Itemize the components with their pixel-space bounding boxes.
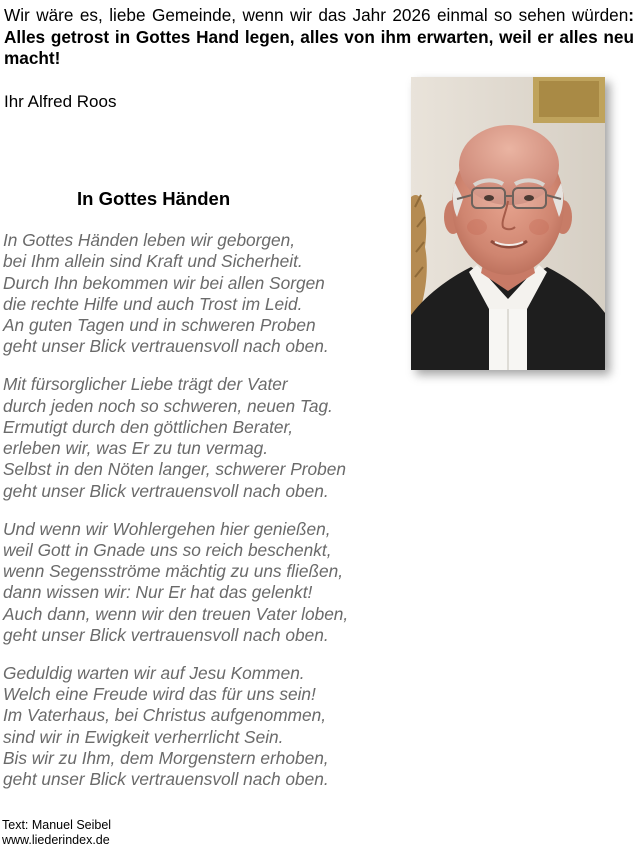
poem-line: geht unser Blick vertrauensvoll nach oben. [3, 769, 329, 790]
poem-line: geht unser Blick vertrauensvoll nach oben. [3, 336, 329, 357]
poem-stanza [3, 374, 403, 502]
intro-paragraph [4, 5, 634, 70]
signature: Ihr Alfred Roos [4, 92, 117, 111]
poem-stanza [3, 519, 403, 647]
poem-line: Geduldig warten wir auf Jesu Kommen. [3, 662, 305, 683]
poem-stanza [3, 663, 403, 791]
poem-title: In Gottes Händen [77, 188, 231, 209]
credits-author: Text: Manuel Seibel [2, 818, 112, 832]
poem-line: erleben wir, was Er zu tun vermag. [3, 438, 269, 459]
poem-line: bei Ihm allein sind Kraft und Sicherheit. [3, 251, 303, 272]
poem-line: die rechte Hilfe und auch Trost im Leid. [3, 293, 303, 314]
intro-text: Wir wäre es, liebe Gemeinde, wenn wir das Jahr 2026 einmal so sehen würden [4, 5, 629, 25]
poem-line: Mit fürsorglicher Liebe trägt der Vater [3, 374, 288, 395]
intro-bold-text: : Alles getrost in Gottes Hand legen, alles von ihm erwarten, weil er alles neu macht! [4, 5, 634, 68]
poem-line: Welch eine Freude wird das für uns sein! [3, 684, 316, 705]
poem-line: geht unser Blick vertrauensvoll nach oben. [3, 625, 329, 646]
poem-line: sind wir in Ewigkeit verherrlicht Sein. [3, 726, 284, 747]
credits-website: www.liederindex.de [2, 833, 110, 847]
poem-body [3, 230, 403, 807]
poem-line: dann wissen wir: Nur Er hat das gelenkt! [3, 582, 313, 603]
portrait-photo [411, 77, 605, 370]
poem-line: An guten Tagen und in schweren Proben [3, 315, 316, 336]
poem-line: In Gottes Händen leben wir geborgen, [3, 230, 296, 250]
poem-line: Selbst in den Nöten langer, schwerer Proben [3, 459, 346, 480]
poem-line: Im Vaterhaus, bei Christus aufgenommen, [3, 705, 327, 726]
poem-line: durch jeden noch so schweren, neuen Tag. [3, 395, 333, 416]
poem-line: Auch dann, wenn wir den treuen Vater loben, [3, 603, 349, 624]
poem-line: Durch Ihn bekommen wir bei allen Sorgen [3, 272, 325, 293]
credits [2, 818, 111, 848]
poem-line: weil Gott in Gnade uns so reich beschenkt, [3, 539, 332, 560]
poem-line: geht unser Blick vertrauensvoll nach oben. [3, 480, 329, 501]
poem-line: Bis wir zu Ihm, dem Morgenstern erhoben, [3, 748, 329, 769]
portrait-photo-icon [411, 77, 605, 370]
poem-line: Und wenn wir Wohlergehen hier genießen, [3, 518, 331, 539]
poem-stanza [3, 230, 403, 358]
poem-line: Ermutigt durch den göttlichen Berater, [3, 416, 294, 437]
poem-line: wenn Segensströme mächtig zu uns fließen, [3, 561, 344, 582]
